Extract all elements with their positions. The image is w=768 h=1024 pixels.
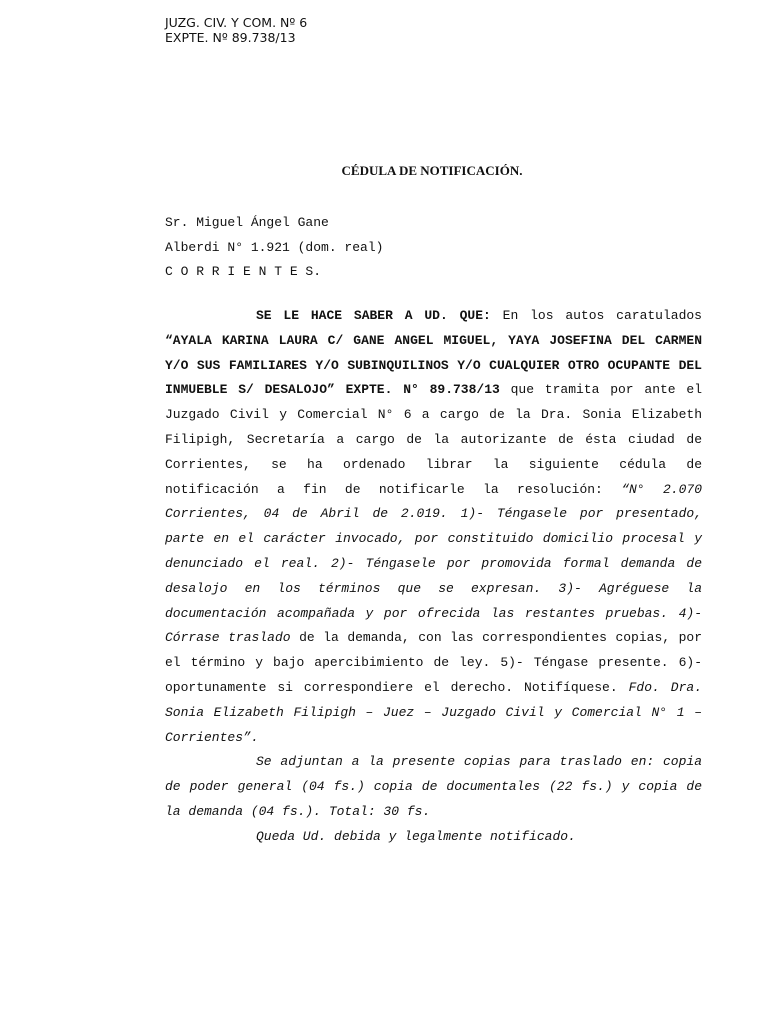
document-header — [165, 15, 307, 45]
notification-body — [165, 304, 702, 850]
file-number: EXPTE. Nº 89.738/13 — [165, 30, 296, 45]
signature-text: Fdo. Dra. Sonia Elizabeth Filipigh – Juez – Juzgado Civil y Comercial N° 1 – Corrientes”. — [165, 679, 702, 745]
body-text-2: que tramita por ante el Juzgado Civil y Comercial N° 6 a cargo de la Dra. Sonia Elizabeth Filipigh, Secretaría a cargo de la autorizante de ésta ciudad de Corrientes, se ha ordenado librar la siguiente cédula de notificación a fin de notificarle la resolución: — [165, 382, 702, 497]
main-paragraph — [165, 304, 702, 750]
body-text-3: de la demanda, con las correspondientes copias, por el término y bajo apercibimiento de ley. 5)- Téngase presente. 6)- oportunamente si correspondiere el derecho. Notifíquese. — [165, 630, 702, 695]
recipient-name: Sr. Miguel Ángel Gane — [165, 215, 329, 230]
attachments-paragraph: Se adjuntan a la presente copias para traslado en: copia de poder general (04 fs.) copia de documentales (22 fs.) y copia de la demanda (04 fs.). Total: 30 fs. — [165, 754, 702, 819]
court-label: JUZG. CIV. Y COM. Nº 6 — [165, 15, 308, 30]
lead-text: SE LE HACE SABER A UD. QUE: — [256, 308, 491, 323]
document-title: CÉDULA DE NOTIFICACIÓN. — [341, 163, 523, 178]
case-caption: “AYALA KARINA LAURA C/ GANE ANGEL MIGUEL, YAYA JOSEFINA DEL CARMEN Y/O SUS FAMILIARES Y/O SUBINQUILINOS Y/O CUALQUIER OTRO OCUPANTE DEL INMUEBLE S/ DESALOJO” EXPTE. N° 89.738/13 — [165, 332, 702, 398]
recipient-city: C O R R I E N T E S. — [165, 264, 322, 279]
recipient-address: Alberdi N° 1.921 (dom. real) — [165, 239, 384, 255]
recipient-block — [165, 211, 383, 285]
resolution-text: “N° 2.070 Corrientes, 04 de Abril de 2.019. 1)- Téngasele por presentado, parte en el carácter invocado, por constituido domicilio procesal y denunciado el real. 2)- Téngasele por promovida formal demanda de desalojo en los términos que se expresan. 3)- Agréguese la documentación acompañada y por ofrecida las restantes pruebas. 4)- Córrase traslado — [165, 481, 702, 646]
body-text-1: En los autos caratulados — [490, 308, 702, 323]
closing-paragraph: Queda Ud. debida y legalmente notificado. — [256, 828, 576, 844]
